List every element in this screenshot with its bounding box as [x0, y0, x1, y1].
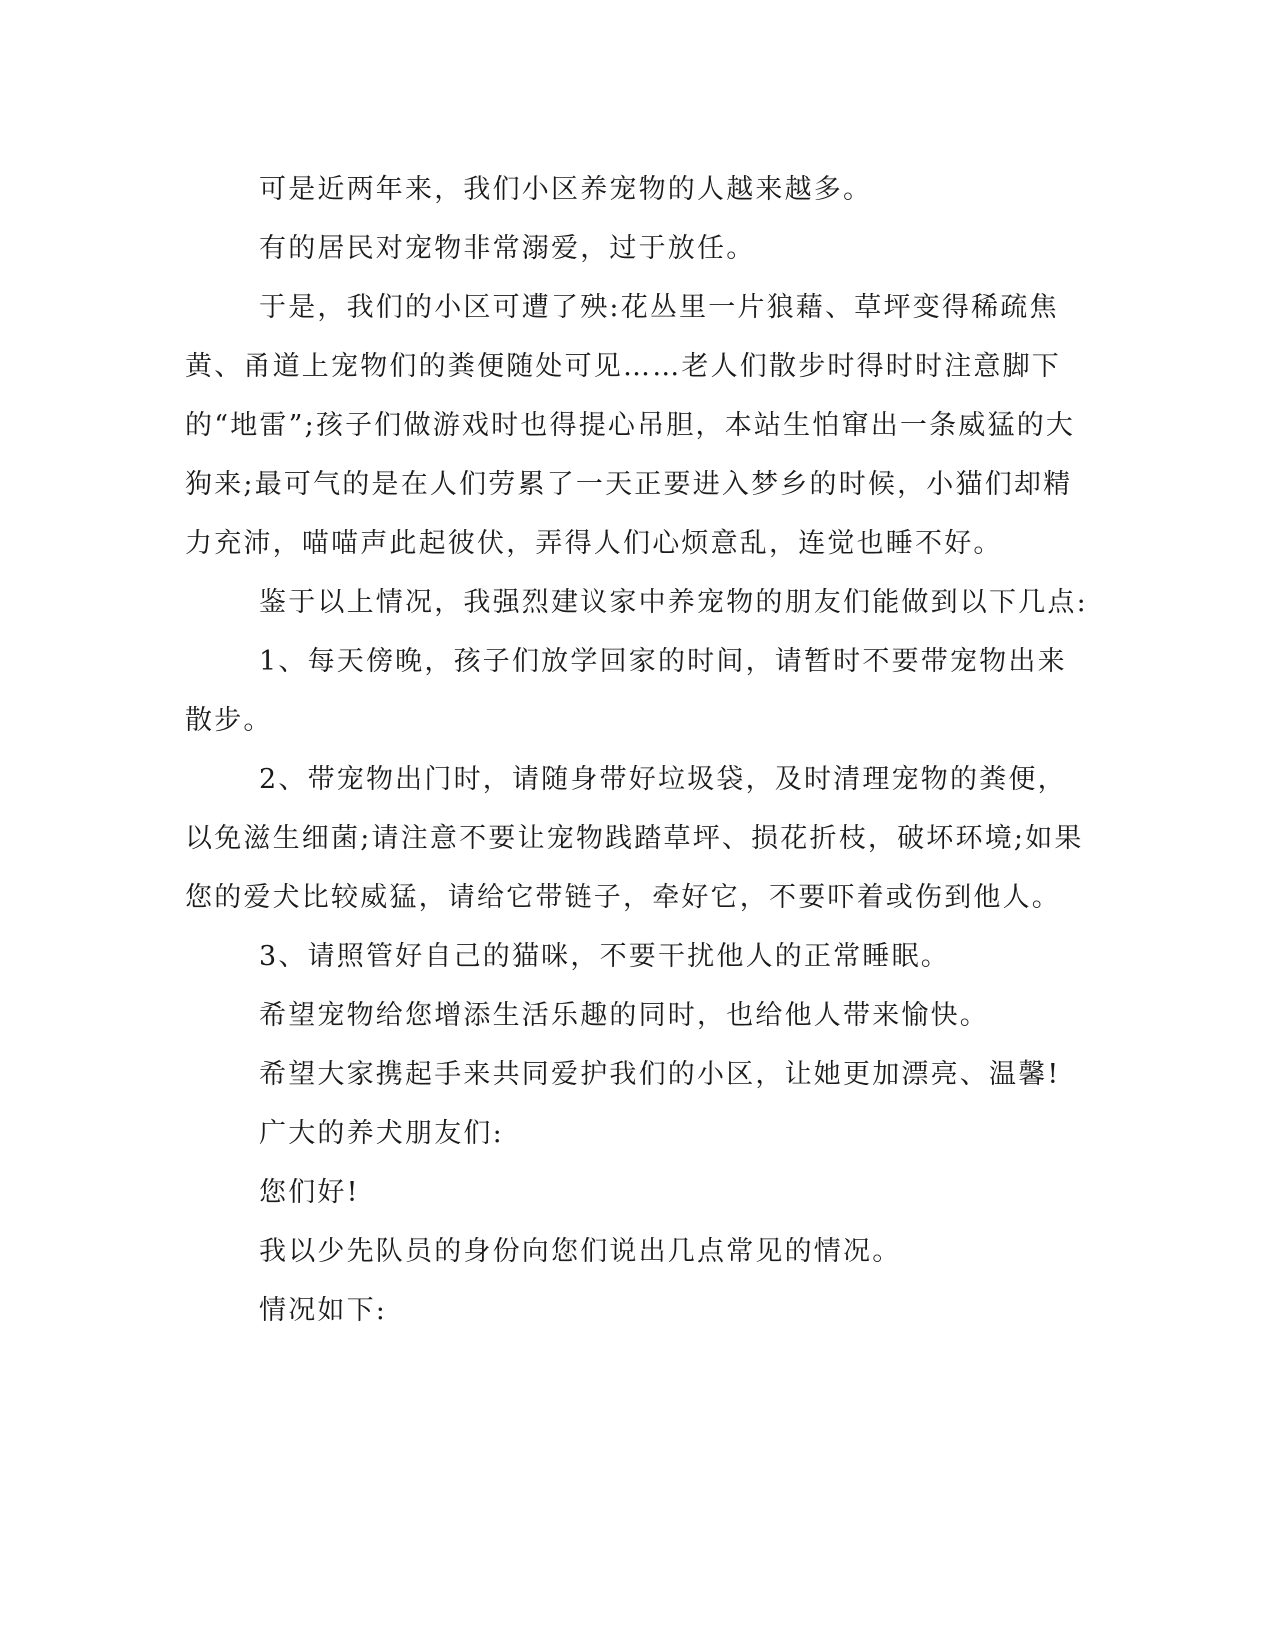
- paragraph-intro: 我以少先队员的身份向您们说出几点常见的情况。: [259, 1236, 902, 1267]
- salutation: 广大的养犬朋友们:: [259, 1118, 504, 1149]
- paragraph-2: 有的居民对宠物非常溺爱，过于放任。: [259, 233, 756, 264]
- document-body: [185, 160, 1090, 1340]
- list-item-3: 3、请照管好自己的猫咪，不要干扰他人的正常睡眠。: [259, 941, 950, 972]
- paragraph-wish-2: 希望大家携起手来共同爱护我们的小区，让她更加漂亮、温馨!: [259, 1059, 1061, 1090]
- list-item-2: 2、带宠物出门时，请随身带好垃圾袋，及时清理宠物的粪便，以免滋生细菌;请注意不要让宠物践踏草坪、损花折枝，破坏环境;如果您的爱犬比较威猛，请给它带链子，牵好它，不要吓着或伤到他人。: [185, 764, 1084, 913]
- paragraph-4: 鉴于以上情况，我强烈建议家中养宠物的朋友们能做到以下几点:: [259, 587, 1088, 618]
- list-item-1: 1、每天傍晚，孩子们放学回家的时间，请暂时不要带宠物出来散步。: [185, 646, 1067, 736]
- paragraph-situation: 情况如下:: [259, 1295, 388, 1326]
- paragraph-3: 于是，我们的小区可遭了殃:花丛里一片狼藉、草坪变得稀疏焦黄、甬道上宠物们的粪便随处可见……老人们散步时得时时注意脚下的“地雷”;孩子们做游戏时也得提心吊胆，本站生怕窜出一条威猛的大狗来;最可气的是在人们劳累了一天正要进入梦乡的时候，小猫们却精力充沛，喵喵声此起彼伏，弄得人们心烦意乱，连觉也睡不好。: [185, 292, 1076, 559]
- greeting: 您们好!: [259, 1177, 360, 1208]
- paragraph-1: 可是近两年来，我们小区养宠物的人越来越多。: [259, 174, 873, 205]
- paragraph-wish-1: 希望宠物给您增添生活乐趣的同时，也给他人带来愉快。: [259, 1000, 989, 1031]
